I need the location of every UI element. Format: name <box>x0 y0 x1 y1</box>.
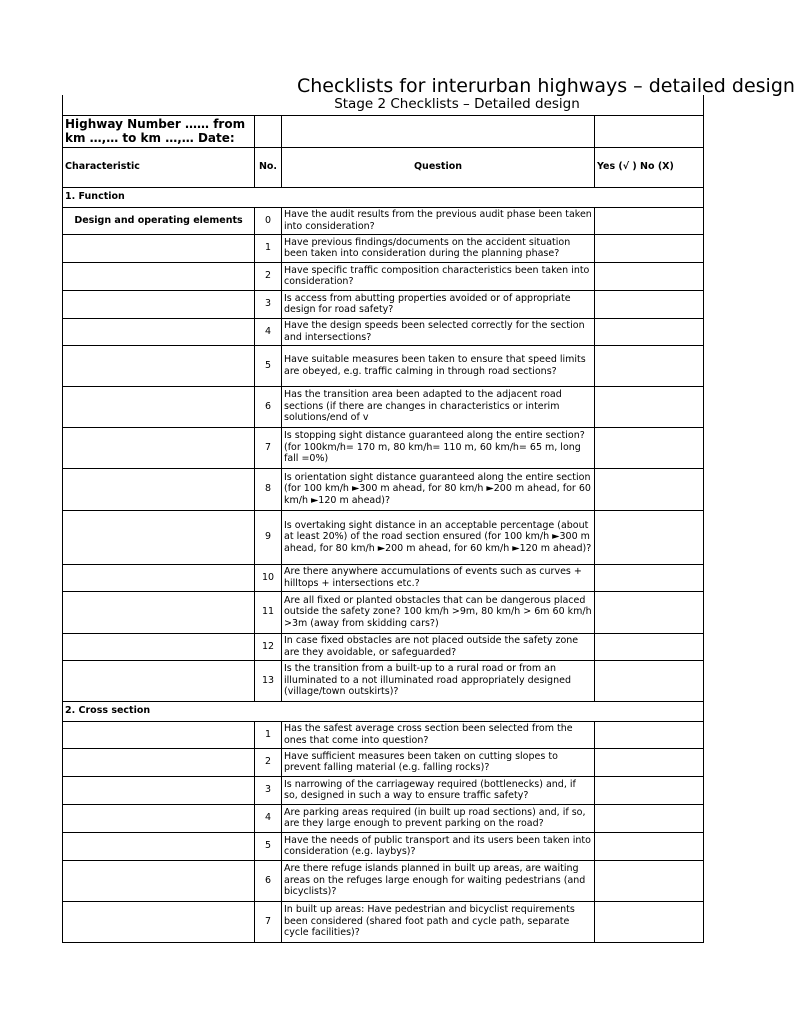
question-number: 1 <box>255 721 282 748</box>
question-number: 10 <box>255 564 282 591</box>
question-row <box>63 234 704 262</box>
question-row <box>63 860 704 901</box>
question-number: 3 <box>255 776 282 804</box>
question-number: 2 <box>255 748 282 776</box>
question-row <box>63 660 704 701</box>
checklist-table <box>62 95 704 943</box>
yes-no-cell[interactable] <box>595 427 704 468</box>
question-text: Are there anywhere accumulations of events such as curves + hilltops + intersections etc.? <box>282 564 595 591</box>
question-text: Have the audit results from the previous audit phase been taken into consideration? <box>282 207 595 234</box>
characteristic-cell <box>63 234 255 262</box>
yes-no-cell[interactable] <box>595 318 704 345</box>
header-question: Question <box>282 147 595 187</box>
question-number: 1 <box>255 234 282 262</box>
yes-no-cell[interactable] <box>595 721 704 748</box>
yes-no-cell[interactable] <box>595 633 704 660</box>
question-number: 12 <box>255 633 282 660</box>
yes-no-cell[interactable] <box>595 262 704 290</box>
question-number: 2 <box>255 262 282 290</box>
characteristic-cell <box>63 804 255 832</box>
question-row <box>63 564 704 591</box>
question-row <box>63 804 704 832</box>
characteristic-cell <box>63 510 255 564</box>
yes-no-cell[interactable] <box>595 860 704 901</box>
highway-info-cell[interactable] <box>282 115 595 147</box>
question-text: Have the design speeds been selected correctly for the section and intersections? <box>282 318 595 345</box>
question-text: Has the transition area been adapted to the adjacent road sections (if there are changes in characteristics or interim solutions/end of v <box>282 386 595 427</box>
characteristic-cell <box>63 262 255 290</box>
question-text: Have sufficient measures been taken on cutting slopes to prevent falling material (e.g. falling rocks)? <box>282 748 595 776</box>
yes-no-cell[interactable] <box>595 804 704 832</box>
question-row <box>63 901 704 942</box>
yes-no-cell[interactable] <box>595 290 704 318</box>
characteristic-cell <box>63 776 255 804</box>
question-number: 4 <box>255 804 282 832</box>
question-row <box>63 633 704 660</box>
header-yes-no: Yes (√ ) No (X) <box>595 147 704 187</box>
stage-title-row <box>63 95 704 115</box>
question-text: Have suitable measures been taken to ensure that speed limits are obeyed, e.g. traffic calming in through road sections? <box>282 345 595 386</box>
yes-no-cell[interactable] <box>595 207 704 234</box>
yes-no-cell[interactable] <box>595 901 704 942</box>
yes-no-cell[interactable] <box>595 386 704 427</box>
highway-extra-cell[interactable] <box>595 115 704 147</box>
question-number: 13 <box>255 660 282 701</box>
characteristic-cell <box>63 591 255 633</box>
characteristic-cell <box>63 901 255 942</box>
yes-no-cell[interactable] <box>595 510 704 564</box>
question-text: Is access from abutting properties avoided or of appropriate design for road safety? <box>282 290 595 318</box>
question-number: 11 <box>255 591 282 633</box>
question-number: 8 <box>255 468 282 510</box>
yes-no-cell[interactable] <box>595 345 704 386</box>
question-text: Have specific traffic composition characteristics been taken into consideration? <box>282 262 595 290</box>
question-number: 0 <box>255 207 282 234</box>
yes-no-cell[interactable] <box>595 660 704 701</box>
question-number: 9 <box>255 510 282 564</box>
question-row <box>63 721 704 748</box>
highway-no-cell[interactable] <box>255 115 282 147</box>
characteristic-cell <box>63 386 255 427</box>
yes-no-cell[interactable] <box>595 564 704 591</box>
question-row <box>63 345 704 386</box>
section-header-row <box>63 701 704 721</box>
yes-no-cell[interactable] <box>595 591 704 633</box>
question-number: 3 <box>255 290 282 318</box>
question-text: Is stopping sight distance guaranteed along the entire section? (for 100km/h= 170 m, 80 km/h= 110 m, 60 km/h= 65 m, long fall =0%) <box>282 427 595 468</box>
section-header-row <box>63 187 704 207</box>
highway-label: Highway Number …… from km …,… to km …,… Date: <box>63 115 255 147</box>
question-row <box>63 748 704 776</box>
characteristic-cell <box>63 860 255 901</box>
question-row <box>63 468 704 510</box>
characteristic-cell: Design and operating elements <box>63 207 255 234</box>
header-row <box>63 147 704 187</box>
section-title: 1. Function <box>63 187 704 207</box>
highway-row <box>63 115 704 147</box>
characteristic-cell <box>63 748 255 776</box>
yes-no-cell[interactable] <box>595 468 704 510</box>
question-text: In case fixed obstacles are not placed outside the safety zone are they avoidable, or safeguarded? <box>282 633 595 660</box>
question-row <box>63 290 704 318</box>
yes-no-cell[interactable] <box>595 234 704 262</box>
question-text: Are all fixed or planted obstacles that can be dangerous placed outside the safety zone? 100 km/h >9m, 80 km/h > 6m 60 km/h >3m (away from skidding cars?) <box>282 591 595 633</box>
question-number: 5 <box>255 345 282 386</box>
question-text: In built up areas: Have pedestrian and bicyclist requirements been considered (shared foot path and cycle path, separate cycle facilities)? <box>282 901 595 942</box>
characteristic-cell <box>63 468 255 510</box>
question-row <box>63 262 704 290</box>
question-text: Have the needs of public transport and its users been taken into consideration (e.g. laybys)? <box>282 832 595 860</box>
characteristic-cell <box>63 290 255 318</box>
question-number: 4 <box>255 318 282 345</box>
question-row <box>63 427 704 468</box>
characteristic-cell <box>63 345 255 386</box>
question-text: Are parking areas required (in built up road sections) and, if so, are they large enough to prevent parking on the road? <box>282 804 595 832</box>
header-no: No. <box>255 147 282 187</box>
question-number: 6 <box>255 386 282 427</box>
characteristic-cell <box>63 832 255 860</box>
stage-title: Stage 2 Checklists – Detailed design <box>63 95 704 115</box>
characteristic-cell <box>63 318 255 345</box>
characteristic-cell <box>63 633 255 660</box>
question-row <box>63 318 704 345</box>
header-characteristic: Characteristic <box>63 147 255 187</box>
question-text: Has the safest average cross section been selected from the ones that come into question? <box>282 721 595 748</box>
question-text: Is narrowing of the carriageway required (bottlenecks) and, if so, designed in such a way to ensure traffic safety? <box>282 776 595 804</box>
question-text: Have previous findings/documents on the accident situation been taken into consideration during the planning phase? <box>282 234 595 262</box>
characteristic-cell <box>63 427 255 468</box>
characteristic-cell <box>63 721 255 748</box>
question-number: 7 <box>255 901 282 942</box>
question-row <box>63 591 704 633</box>
question-row <box>63 386 704 427</box>
question-row <box>63 207 704 234</box>
question-number: 5 <box>255 832 282 860</box>
question-text: Are there refuge islands planned in built up areas, are waiting areas on the refuges large enough for waiting pedestrians (and bicyclists)? <box>282 860 595 901</box>
question-number: 7 <box>255 427 282 468</box>
question-row <box>63 776 704 804</box>
page-title: Checklists for interurban highways – detailed design <box>297 75 795 97</box>
question-text: Is orientation sight distance guaranteed along the entire section (for 100 km/h ►300 m ahead, for 80 km/h ►200 m ahead, for 60 km/h ►120 m ahead)? <box>282 468 595 510</box>
yes-no-cell[interactable] <box>595 776 704 804</box>
section-title: 2. Cross section <box>63 701 704 721</box>
question-row <box>63 510 704 564</box>
question-number: 6 <box>255 860 282 901</box>
yes-no-cell[interactable] <box>595 748 704 776</box>
question-text: Is overtaking sight distance in an acceptable percentage (about at least 20%) of the road section ensured (for 100 km/h ►300 m ahead, for 80 km/h ►200 m ahead, for 60 km/h ►120 m ahead)? <box>282 510 595 564</box>
question-row <box>63 832 704 860</box>
characteristic-cell <box>63 564 255 591</box>
characteristic-cell <box>63 660 255 701</box>
question-text: Is the transition from a built-up to a rural road or from an illuminated to a not illuminated road appropriately designed (village/town outskirts)? <box>282 660 595 701</box>
yes-no-cell[interactable] <box>595 832 704 860</box>
